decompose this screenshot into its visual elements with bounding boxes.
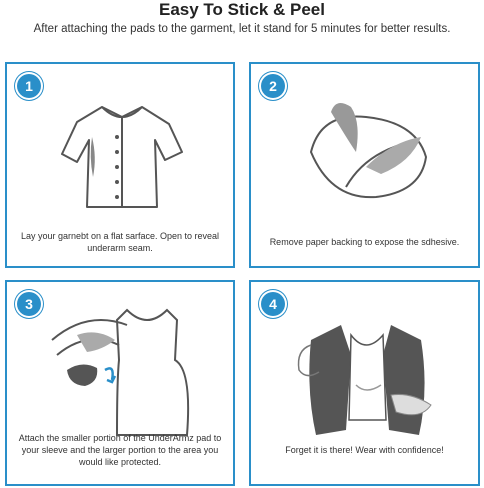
tank-top-attach-icon <box>47 300 197 440</box>
step-2-panel <box>249 62 480 268</box>
step-caption: Forget it is there! Wear with confidence! <box>285 445 444 455</box>
step-4-panel <box>249 280 480 486</box>
step-caption: Remove paper backing to expose the sdhesive. <box>269 237 460 247</box>
step-3-panel <box>5 280 235 486</box>
step-caption: Lay your garnebt on a flat sarface. Open to reveal underarm seam. <box>20 231 220 253</box>
page-title: Easy To Stick & Peel <box>159 0 325 19</box>
step-caption: Attach the smaller portion of the UnderArmz pad to your sleeve and the larger portion to the area you would like protected. <box>18 433 222 467</box>
step-number-badge: 4 <box>261 292 285 316</box>
step-1-panel <box>5 62 235 268</box>
open-shirt-icon <box>47 82 197 222</box>
step-number-badge: 3 <box>17 292 41 316</box>
page-subtitle: After attaching the pads to the garment, let it stand for 5 minutes for better results. <box>33 23 451 35</box>
step-number-badge: 2 <box>261 74 285 98</box>
woman-jacket-icon <box>291 300 441 440</box>
pad-peel-icon <box>291 82 441 222</box>
step-number-badge: 1 <box>17 74 41 98</box>
